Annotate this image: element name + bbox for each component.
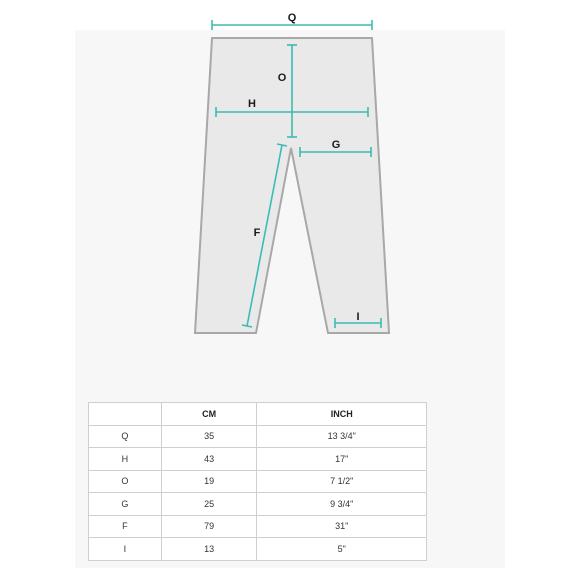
header-inch: INCH	[257, 403, 427, 426]
cm-value: 25	[161, 493, 257, 516]
cm-value: 43	[161, 448, 257, 471]
table-row	[89, 448, 427, 471]
table-row	[89, 515, 427, 538]
inch-value: 17"	[257, 448, 427, 471]
size-chart-table	[88, 402, 427, 561]
cm-value: 13	[161, 538, 257, 561]
cm-value: 79	[161, 515, 257, 538]
cm-value: 19	[161, 470, 257, 493]
row-label: I	[89, 538, 162, 561]
table-row	[89, 425, 427, 448]
header-cm: CM	[161, 403, 257, 426]
table-header-row	[89, 403, 427, 426]
row-label: H	[89, 448, 162, 471]
table-row	[89, 493, 427, 516]
row-label: F	[89, 515, 162, 538]
inch-value: 31"	[257, 515, 427, 538]
inch-value: 9 3/4"	[257, 493, 427, 516]
row-label: Q	[89, 425, 162, 448]
label-f: F	[253, 227, 261, 239]
row-label: G	[89, 493, 162, 516]
header-blank	[89, 403, 162, 426]
cm-value: 35	[161, 425, 257, 448]
inch-value: 13 3/4"	[257, 425, 427, 448]
label-i: I	[356, 311, 360, 323]
label-o: O	[277, 72, 287, 84]
table-row	[89, 538, 427, 561]
inch-value: 5"	[257, 538, 427, 561]
label-g: G	[331, 139, 341, 151]
label-h: H	[248, 98, 256, 110]
row-label: O	[89, 470, 162, 493]
inch-value: 7 1/2"	[257, 470, 427, 493]
table-row	[89, 470, 427, 493]
label-q: Q	[287, 12, 297, 24]
